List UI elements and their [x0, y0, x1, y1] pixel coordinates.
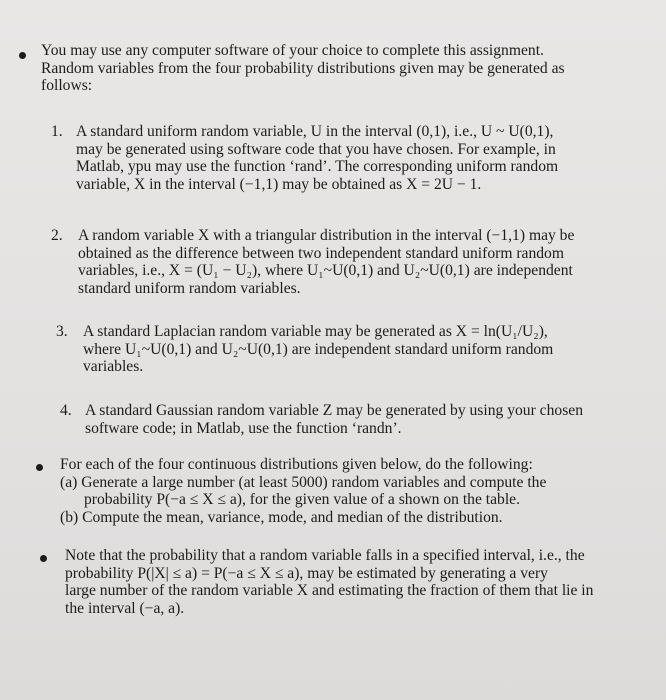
- text-line: standard uniform random variables.: [78, 279, 301, 297]
- text-line: Matlab, ypu may use the function ‘rand’. The corresponding uniform random: [76, 158, 559, 175]
- note-paragraph: [65, 547, 645, 617]
- text-line: Note that the probability that a random variable falls in a specified interval, i.e., the: [65, 547, 585, 564]
- item-4-paragraph: [85, 402, 645, 437]
- text-line: obtained as the difference between two independent standard uniform random: [78, 244, 564, 262]
- text-line: may be generated using software code that you have chosen. For example, in: [76, 140, 556, 158]
- text-line: variables, i.e., X = (U₁ − U₂), where U₁~U(0,1) and U₂~U(0,1) are independent: [78, 262, 573, 279]
- bullet-icon: [19, 52, 26, 59]
- text-line: (b) Compute the mean, variance, mode, and median of the distribution.: [60, 508, 503, 526]
- text-line: software code; in Matlab, use the function ‘randn’.: [85, 419, 402, 437]
- text-line: the interval (−a, a).: [65, 599, 185, 617]
- bullet-icon: [40, 555, 47, 562]
- item-number: 3.: [56, 323, 68, 340]
- text-line: variable, X in the interval (−1,1) may be obtained as X = 2U − 1.: [76, 175, 482, 193]
- tasks-paragraph: [60, 456, 640, 526]
- text-line: A random variable X with a triangular distribution in the interval (−1,1) may be: [78, 227, 575, 244]
- text-line: For each of the four continuous distributions given below, do the following:: [60, 456, 533, 473]
- text-line: A standard Gaussian random variable Z may be generated by using your chosen: [85, 402, 583, 419]
- text-line: (a) Generate a large number (at least 5000) random variables and compute the: [60, 473, 547, 491]
- text-line: Random variables from the four probability distributions given may be generated as: [41, 59, 565, 77]
- text-line: where U₁~U(0,1) and U₂~U(0,1) are independent standard uniform random: [83, 340, 554, 358]
- text-line: follows:: [41, 77, 93, 94]
- text-line: A standard Laplacian random variable may be generated as X = ln(U₁/U₂),: [83, 323, 548, 340]
- bullet-icon: [36, 464, 43, 471]
- text-line: large number of the random variable X and estimating the fraction of them that lie in: [65, 582, 594, 599]
- intro-paragraph: [41, 42, 641, 95]
- text-line: You may use any computer software of your choice to complete this assignment.: [41, 42, 544, 59]
- item-3-paragraph: [83, 323, 643, 376]
- text-line: probability P(|X| ≤ a) = P(−a ≤ X ≤ a), may be estimated by generating a very: [65, 564, 548, 582]
- text-line: variables.: [83, 358, 144, 375]
- text-line: probability P(−a ≤ X ≤ a), for the given value of a shown on the table.: [84, 491, 521, 508]
- item-number: 1.: [51, 123, 63, 140]
- item-number: 4.: [60, 402, 72, 419]
- item-1-paragraph: [76, 123, 646, 193]
- item-2-paragraph: [78, 227, 648, 297]
- text-line: A standard uniform random variable, U in the interval (0,1), i.e., U ~ U(0,1),: [76, 123, 554, 140]
- item-number: 2.: [51, 227, 63, 244]
